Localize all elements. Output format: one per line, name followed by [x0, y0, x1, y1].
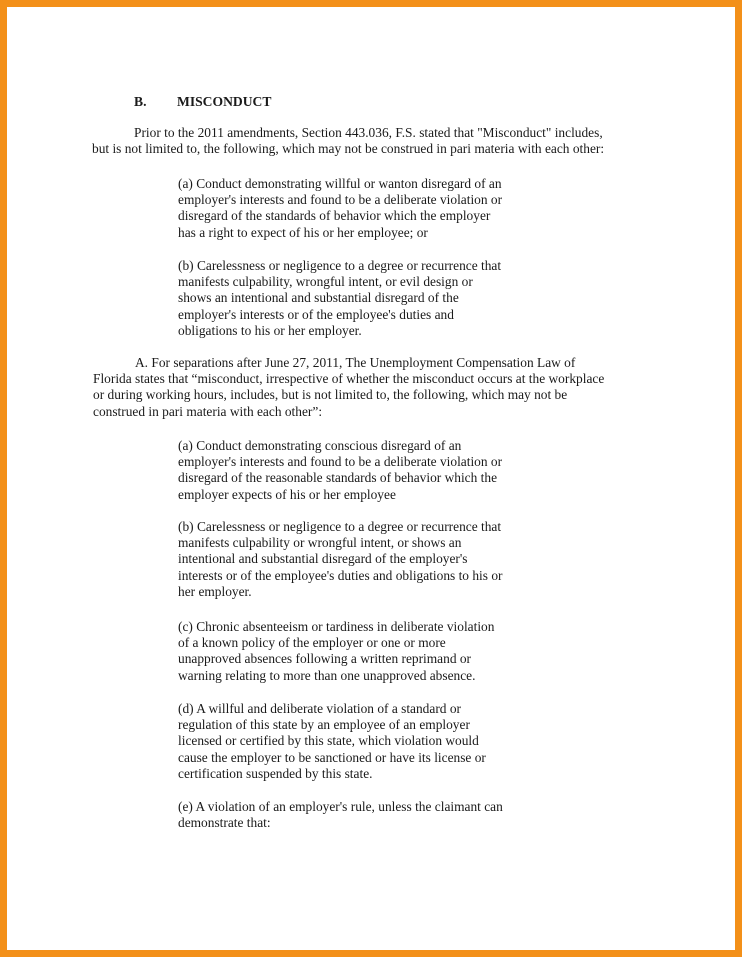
new-law-line: construed in pari materia with each other”: — [93, 403, 323, 419]
new-definition-b — [178, 519, 502, 600]
definition-line: (c) Chronic absenteeism or tardiness in deliberate violation — [178, 619, 495, 634]
new-definition-d — [178, 701, 486, 782]
definition-line: disregard of the standards of behavior which the employer — [178, 208, 491, 224]
definition-line: regulation of this state by an employee of an employer — [178, 717, 470, 733]
definition-line: licensed or certified by this state, which violation would — [178, 733, 479, 749]
definition-line: (b) Carelessness or negligence to a degree or recurrence that — [178, 519, 502, 534]
section-heading — [134, 94, 271, 110]
section-title: MISCONDUCT — [177, 94, 272, 109]
definition-line: interests or of the employee's duties and obligations to his or — [178, 567, 503, 583]
definition-line: disregard of the reasonable standards of behavior which the — [178, 470, 498, 486]
new-law-line: or during working hours, includes, but is not limited to, the following, which may not be — [93, 387, 568, 403]
new-definition-a — [178, 438, 502, 503]
definition-line: employer's interests and found to be a deliberate violation or — [178, 454, 503, 470]
definition-line: demonstrate that: — [178, 815, 271, 831]
definition-line: certification suspended by this state. — [178, 765, 373, 781]
definition-line: of a known policy of the employer or one or more — [178, 635, 446, 651]
new-definition-e — [178, 799, 503, 831]
definition-line: employer's interests or of the employee's duties and — [178, 306, 454, 322]
definition-line: obligations to his or her employer. — [178, 322, 362, 338]
old-definition-a — [178, 176, 502, 241]
definition-line: intentional and substantial disregard of the employer's — [178, 551, 468, 567]
definition-line: has a right to expect of his or her employee; or — [178, 224, 428, 240]
new-law-line: Florida states that “misconduct, irrespective of whether the misconduct occurs at the workplace — [93, 371, 605, 387]
definition-line: (d) A willful and deliberate violation of a standard or — [178, 701, 461, 716]
definition-line: unapproved absences following a written reprimand or — [178, 651, 472, 667]
intro-paragraph — [92, 125, 604, 157]
definition-line: shows an intentional and substantial disregard of the — [178, 290, 459, 306]
definition-line: her employer. — [178, 583, 252, 599]
intro-line: Prior to the 2011 amendments, Section 443.036, F.S. stated that "Misconduct" includes, — [134, 125, 603, 140]
new-law-line: A. For separations after June 27, 2011, The Unemployment Compensation Law of — [135, 355, 576, 370]
definition-line: manifests culpability, wrongful intent, or evil design or — [178, 274, 473, 290]
intro-line: but is not limited to, the following, which may not be construed in pari materia with each other: — [92, 141, 605, 157]
definition-line: (e) A violation of an employer's rule, unless the claimant can — [178, 799, 503, 814]
old-definition-b — [178, 258, 501, 339]
definition-line: manifests culpability or wrongful intent, or shows an — [178, 535, 462, 551]
definition-line: employer's interests and found to be a deliberate violation or — [178, 192, 503, 208]
definition-line: (a) Conduct demonstrating willful or wanton disregard of an — [178, 176, 502, 191]
definition-line: (a) Conduct demonstrating conscious disregard of an — [178, 438, 462, 453]
definition-line: (b) Carelessness or negligence to a degree or recurrence that — [178, 258, 502, 273]
section-letter: B. — [134, 94, 147, 109]
new-law-paragraph — [93, 355, 604, 420]
definition-line: warning relating to more than one unapproved absence. — [178, 667, 476, 683]
definition-line: employer expects of his or her employee — [178, 486, 396, 502]
new-definition-c — [178, 619, 494, 684]
definition-line: cause the employer to be sanctioned or have its license or — [178, 749, 486, 765]
